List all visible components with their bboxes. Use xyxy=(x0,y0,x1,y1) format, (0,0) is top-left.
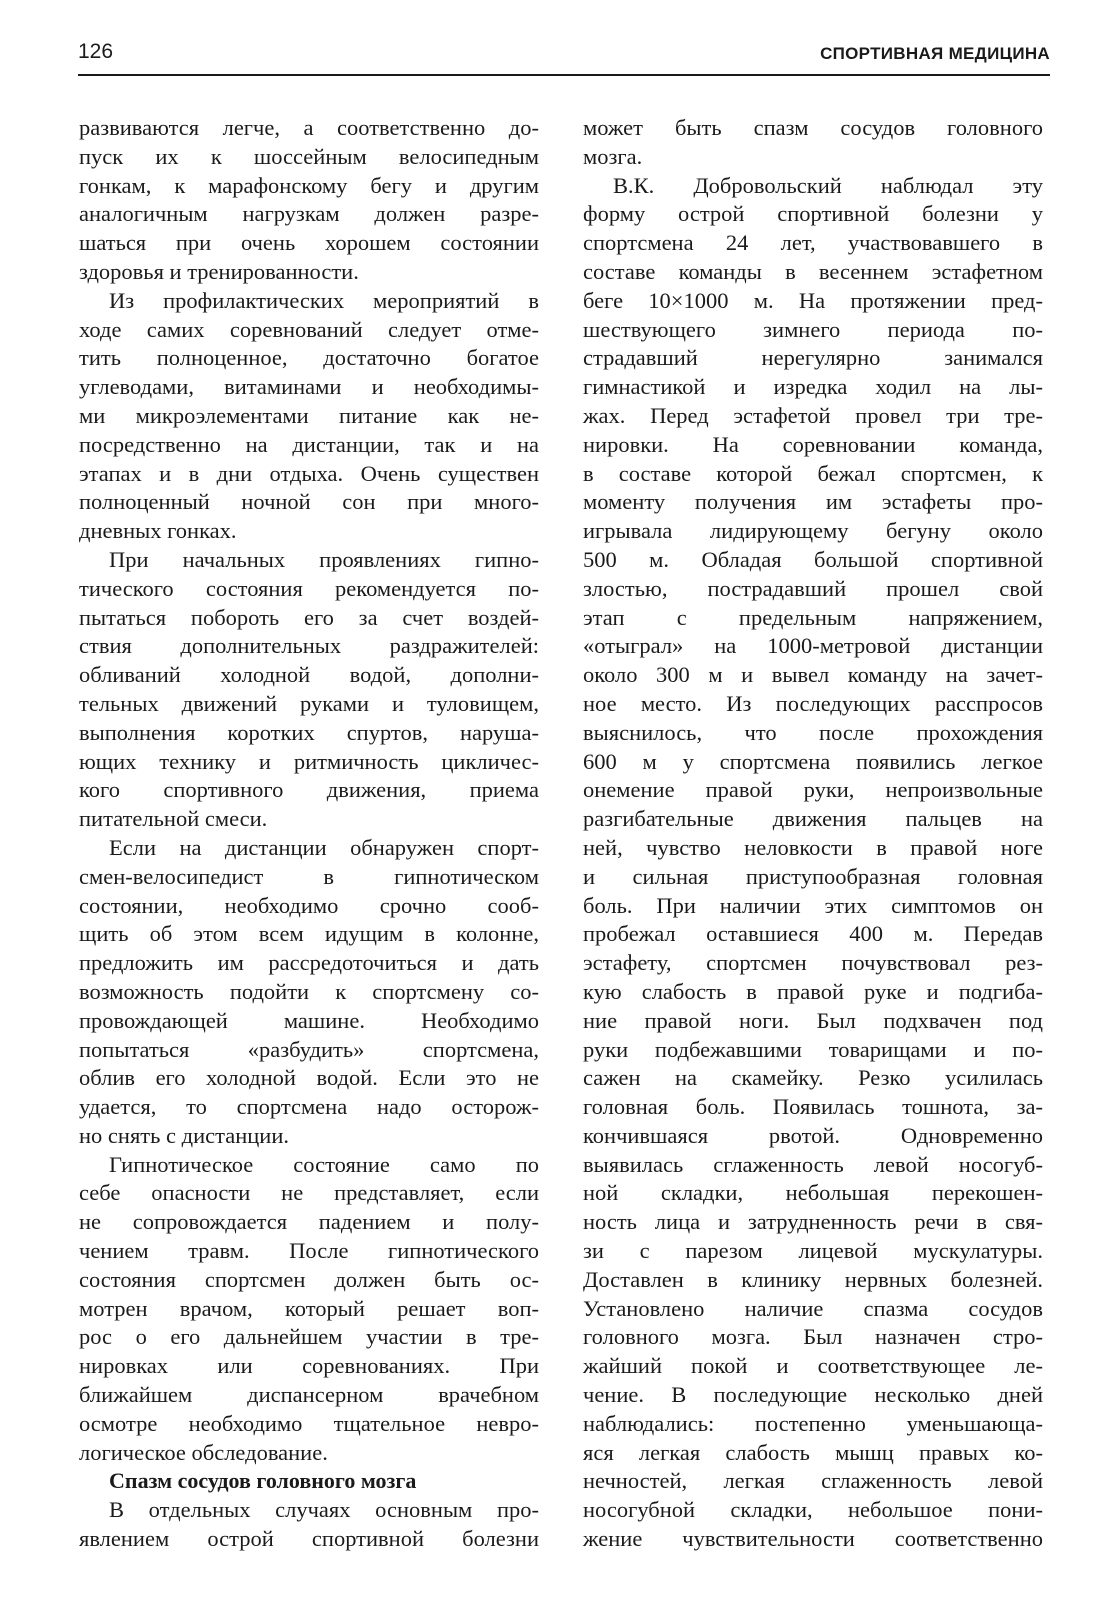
text-line: жах. Перед эстафетой провел три тре- xyxy=(583,402,1043,428)
text-line: Установлено наличие спазма сосудов xyxy=(583,1295,1043,1321)
text-line: моменту получения им эстафеты про- xyxy=(583,489,1043,515)
right-column xyxy=(583,114,1043,1554)
text-line: Гипнотическое состояние само по xyxy=(109,1151,539,1177)
text-line: гонкам, к марафонскому бегу и другим xyxy=(79,172,539,198)
text-line: боль. При наличии этих симптомов он xyxy=(583,892,1043,918)
text-line: выяснилось, что после прохождения xyxy=(583,719,1043,745)
text-line: тить полноценное, достаточно богатое xyxy=(79,345,539,371)
text-line: ние правой ноги. Был подхвачен под xyxy=(583,1007,1043,1033)
text-line: удается, то спортсмена надо осторож- xyxy=(79,1094,539,1120)
text-line: наблюдались: постепенно уменьшающа- xyxy=(583,1410,1043,1436)
paragraph xyxy=(583,114,1043,172)
text-line: форму острой спортивной болезни у xyxy=(583,201,1043,227)
text-line: разгибательные движения пальцев на xyxy=(583,806,1043,832)
text-line: нировки. На соревновании команда, xyxy=(583,431,1043,457)
text-line: этапах и в дни отдыха. Очень существен xyxy=(79,460,539,486)
text-line: чением травм. После гипнотического xyxy=(79,1238,539,1264)
running-head: СПОРТИВНАЯ МЕДИЦИНА xyxy=(820,44,1050,63)
text-line: спортсмена 24 лет, участвовавшего в xyxy=(583,230,1043,256)
text-line: эстафету, спортсмен почувствовал рез- xyxy=(583,950,1043,976)
text-line: не сопровождается падением и полу- xyxy=(79,1209,539,1235)
text-line: ми микроэлементами питание как не- xyxy=(79,402,539,428)
text-line: чение. В последующие несколько дней xyxy=(583,1382,1043,1408)
text-line: головная боль. Появилась тошнота, за- xyxy=(583,1094,1043,1120)
left-column xyxy=(79,114,539,1554)
text-line: В отдельных случаях основным про- xyxy=(109,1497,539,1523)
text-line: выполнения коротких спуртов, наруша- xyxy=(79,719,539,745)
text-line: состоянии, необходимо срочно сооб- xyxy=(79,892,539,918)
text-line: предложить им рассредоточиться и дать xyxy=(79,950,539,976)
text-line: При начальных проявлениях гипно- xyxy=(109,546,539,572)
section-heading: Спазм сосудов головного мозга xyxy=(109,1468,417,1494)
text-line: дневных гонках. xyxy=(79,518,237,544)
text-line: ходе самих соревнований следует отме- xyxy=(79,316,539,342)
text-line: себе опасности не представляет, если xyxy=(79,1180,539,1206)
paragraph xyxy=(79,546,539,834)
text-line: пытаться побороть его за счет воздей- xyxy=(79,604,539,630)
text-line: развиваются легче, а соответственно до- xyxy=(79,115,539,140)
text-line: Из профилактических мероприятий в xyxy=(109,287,539,313)
text-line: состояния спортсмен должен быть ос- xyxy=(79,1266,539,1292)
text-line: обливаний холодной водой, дополни- xyxy=(79,662,539,688)
text-line: облив его холодной водой. Если это не xyxy=(79,1065,539,1091)
text-line: щить об этом всем идущим в колонне, xyxy=(79,921,539,947)
text-line: зи с парезом лицевой мускулатуры. xyxy=(583,1238,1043,1264)
text-line: тельных движений руками и туловищем, xyxy=(79,690,539,716)
paragraph xyxy=(79,114,539,287)
text-line: злостью, пострадавший прошел свой xyxy=(583,575,1043,601)
text-line: онемение правой руки, непроизвольные xyxy=(583,777,1043,803)
text-line: явлением острой спортивной болезни xyxy=(79,1526,539,1552)
text-line: Доставлен в клинику нервных болезней. xyxy=(583,1266,1043,1292)
text-line: ющих технику и ритмичность цикличес- xyxy=(79,748,539,774)
text-line: попытаться «разбудить» спортсмена, xyxy=(79,1036,539,1062)
text-line: головного мозга. Был назначен стро- xyxy=(583,1324,1043,1350)
text-line: полноценный ночной сон при много- xyxy=(79,489,539,515)
text-line: логическое обследование. xyxy=(79,1439,328,1465)
text-line: кого спортивного движения, приема xyxy=(79,777,539,803)
text-line: ность лица и затрудненность речи в свя- xyxy=(583,1209,1043,1235)
text-line: ствия дополнительных раздражителей: xyxy=(79,633,539,659)
text-line: ное место. Из последующих расспросов xyxy=(583,690,1043,716)
text-line: составе команды в весеннем эстафетном xyxy=(583,258,1043,284)
text-line: игрывала лидирующему бегуну около xyxy=(583,518,1043,544)
text-line: В.К. Добровольский наблюдал эту xyxy=(613,172,1043,198)
text-line: может быть спазм сосудов головного xyxy=(583,115,1043,140)
text-line: посредственно на дистанции, так и на xyxy=(79,431,539,457)
text-line: питательной смеси. xyxy=(79,806,268,832)
text-line: яся легкая слабость мышц правых ко- xyxy=(583,1439,1043,1465)
text-line: осмотре необходимо тщательное невро- xyxy=(79,1410,539,1436)
text-line: кую слабость в правой руке и подгиба- xyxy=(583,978,1043,1004)
text-line: около 300 м и вывел команду на зачет- xyxy=(583,662,1043,688)
text-line: нировках или соревнованиях. При xyxy=(79,1353,539,1379)
text-line: углеводами, витаминами и необходимы- xyxy=(79,374,539,400)
page-header xyxy=(78,38,1050,76)
text-line: нечностей, легкая сглаженность левой xyxy=(583,1468,1043,1494)
text-line: в составе которой бежал спортсмен, к xyxy=(583,460,1043,486)
text-line: смен-велосипедист в гипнотическом xyxy=(79,863,539,889)
text-line: ной складки, небольшая перекошен- xyxy=(583,1180,1043,1206)
paragraph xyxy=(79,1151,539,1468)
text-line: беге 10×1000 м. На протяжении пред- xyxy=(583,287,1043,313)
text-line: и сильная приступообразная головная xyxy=(583,863,1043,889)
paragraph xyxy=(583,172,1043,1554)
text-line: мозга. xyxy=(583,143,643,169)
text-line: выявилась сглаженность левой носогуб- xyxy=(583,1151,1043,1177)
text-line: жение чувствительности соответственно xyxy=(583,1526,1043,1552)
text-line: руки подбежавшими товарищами и по- xyxy=(583,1036,1043,1062)
text-line: «отыграл» на 1000-метровой дистанции xyxy=(583,633,1043,659)
text-line: шествующего зимнего периода по- xyxy=(583,316,1043,342)
text-line: пробежал оставшиеся 400 м. Передав xyxy=(583,921,1043,947)
text-line: пуск их к шоссейным велосипедным xyxy=(79,143,539,169)
text-line: сажен на скамейку. Резко усилилась xyxy=(583,1065,1043,1091)
text-line: шаться при очень хорошем состоянии xyxy=(79,230,539,256)
paragraph xyxy=(79,287,539,546)
text-line: Если на дистанции обнаружен спорт- xyxy=(109,834,539,860)
text-line: 600 м у спортсмена появились легкое xyxy=(583,748,1043,774)
text-line: рос о его дальнейшем участии в тре- xyxy=(79,1324,539,1350)
paragraph xyxy=(79,1496,539,1554)
text-line: аналогичным нагрузкам должен разре- xyxy=(79,201,539,227)
text-line: кончившаяся рвотой. Одновременно xyxy=(583,1122,1043,1148)
text-line: гимнастикой и изредка ходил на лы- xyxy=(583,374,1043,400)
text-line: этап с предельным напряжением, xyxy=(583,604,1043,630)
text-line: страдавший нерегулярно занимался xyxy=(583,345,1043,371)
text-line: ближайшем диспансерном врачебном xyxy=(79,1382,539,1408)
text-line: тического состояния рекомендуется по- xyxy=(79,575,539,601)
text-line: провождающей машине. Необходимо xyxy=(79,1007,539,1033)
text-line: возможность подойти к спортсмену со- xyxy=(79,978,539,1004)
page-number: 126 xyxy=(78,40,114,63)
paragraph xyxy=(79,834,539,1151)
text-line: носогубной складки, небольшое пони- xyxy=(583,1497,1043,1523)
text-line: но снять с дистанции. xyxy=(79,1122,289,1148)
text-line: жайший покой и соответствующее ле- xyxy=(583,1353,1043,1379)
text-line: 500 м. Обладая большой спортивной xyxy=(583,546,1043,572)
text-line: мотрен врачом, который решает воп- xyxy=(79,1295,539,1321)
text-line: ней, чувство неловкости в правой ноге xyxy=(583,834,1043,860)
text-line: здоровья и тренированности. xyxy=(79,258,359,284)
